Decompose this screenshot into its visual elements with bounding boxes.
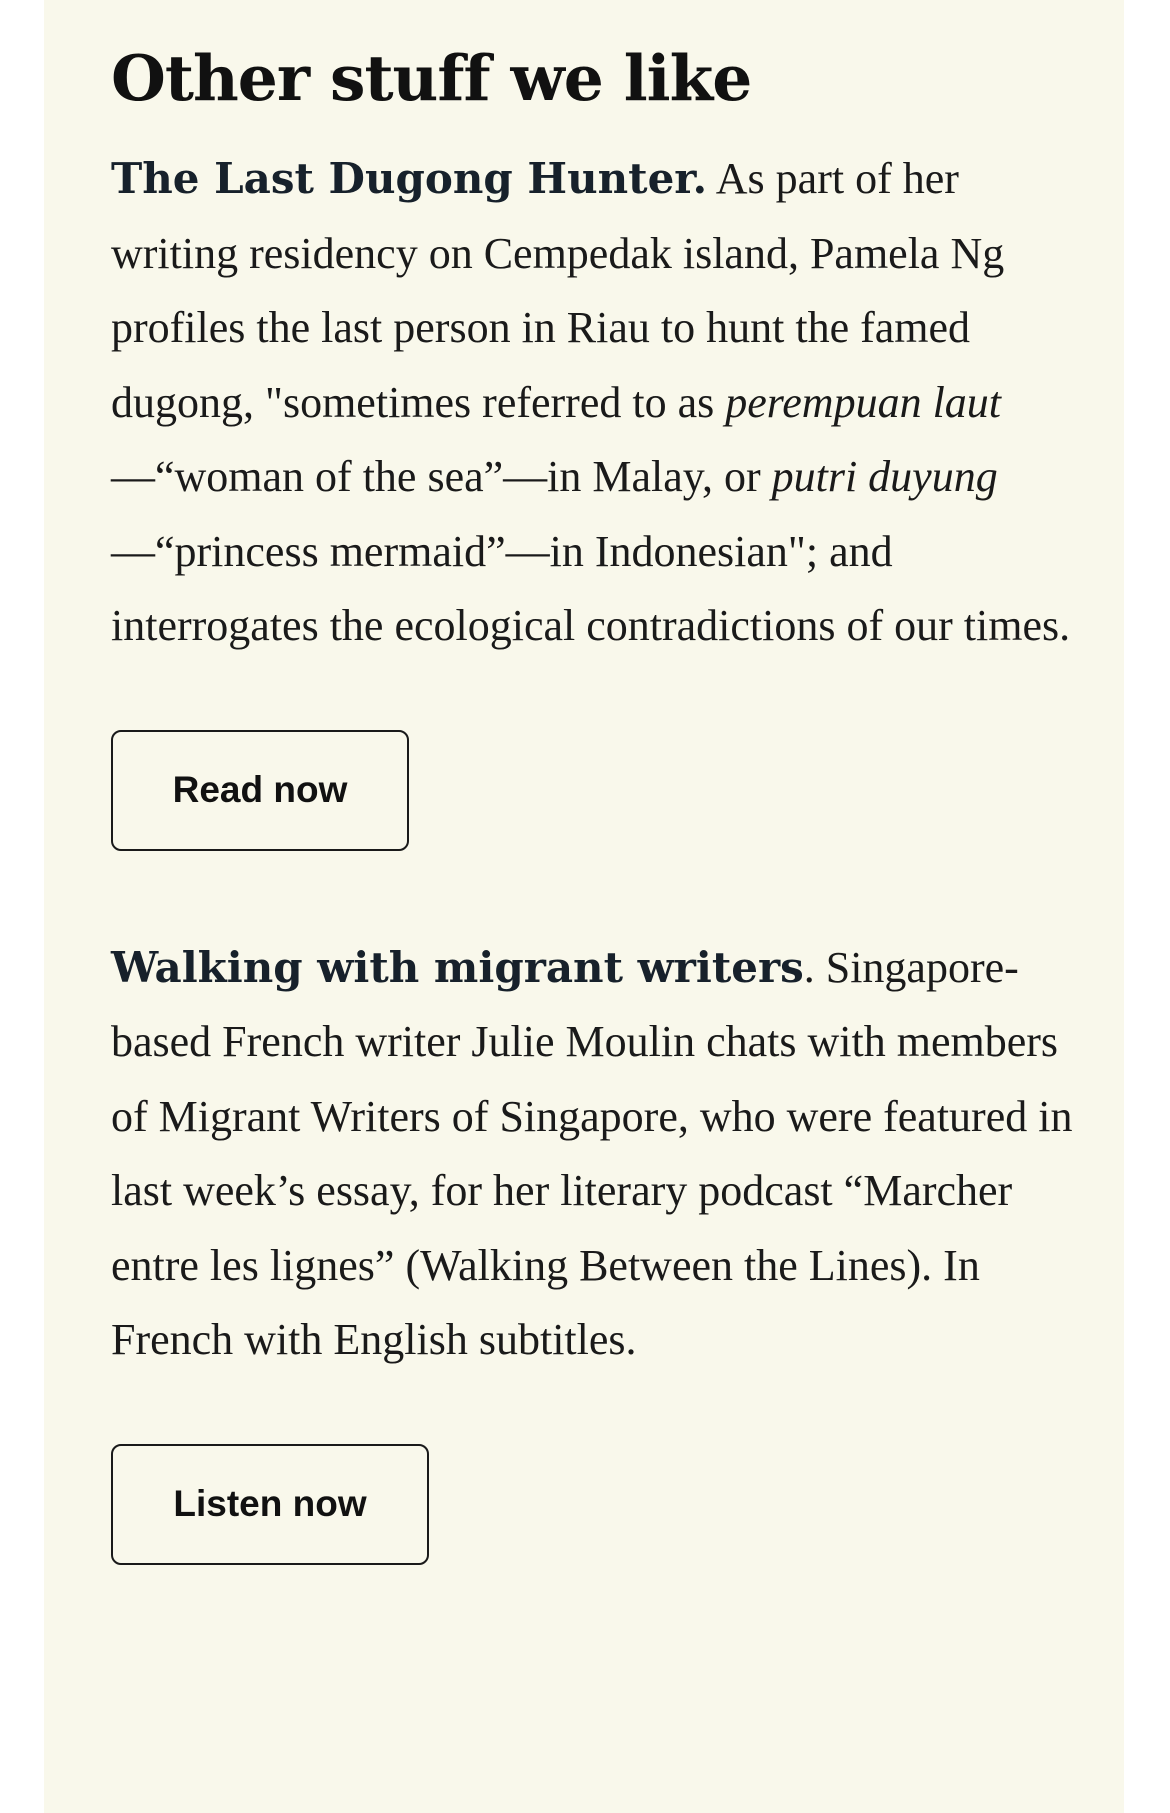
italic-term: perempuan laut bbox=[725, 377, 1002, 427]
item-title[interactable]: Walking with migrant writers bbox=[111, 942, 804, 992]
item-title[interactable]: The Last Dugong Hunter. bbox=[111, 154, 708, 203]
item-description: —“woman of the sea”—in Malay, or bbox=[111, 452, 772, 501]
section-title: Other stuff we like bbox=[111, 41, 752, 115]
recommendation-dugong-hunter bbox=[111, 142, 1081, 664]
item-description: Singapore-based French writer Julie Moulin chats with members of Migrant Writers of Singapore, who were featured in last week’s essay, for her literary podcast “Marcher entre les lignes” (Walking Between the Lines). In French with English subtitles. bbox=[111, 942, 1073, 1364]
read-now-button[interactable]: Read now bbox=[111, 730, 409, 851]
recommendation-migrant-writers bbox=[111, 931, 1081, 1378]
italic-term: putri duyung bbox=[771, 452, 998, 501]
content-panel bbox=[44, 0, 1124, 1813]
item-description: As part of her writing residency on Cempedak island, Pamela Ng profiles the last person in Riau to hunt the famed dugong, "sometimes referred to as bbox=[111, 154, 1005, 427]
listen-now-button[interactable]: Listen now bbox=[111, 1444, 429, 1565]
item-description: —“princess mermaid”—in Indonesian"; and interrogates the ecological contradictions of our times. bbox=[111, 526, 1071, 650]
item-title-period: . bbox=[803, 942, 815, 992]
